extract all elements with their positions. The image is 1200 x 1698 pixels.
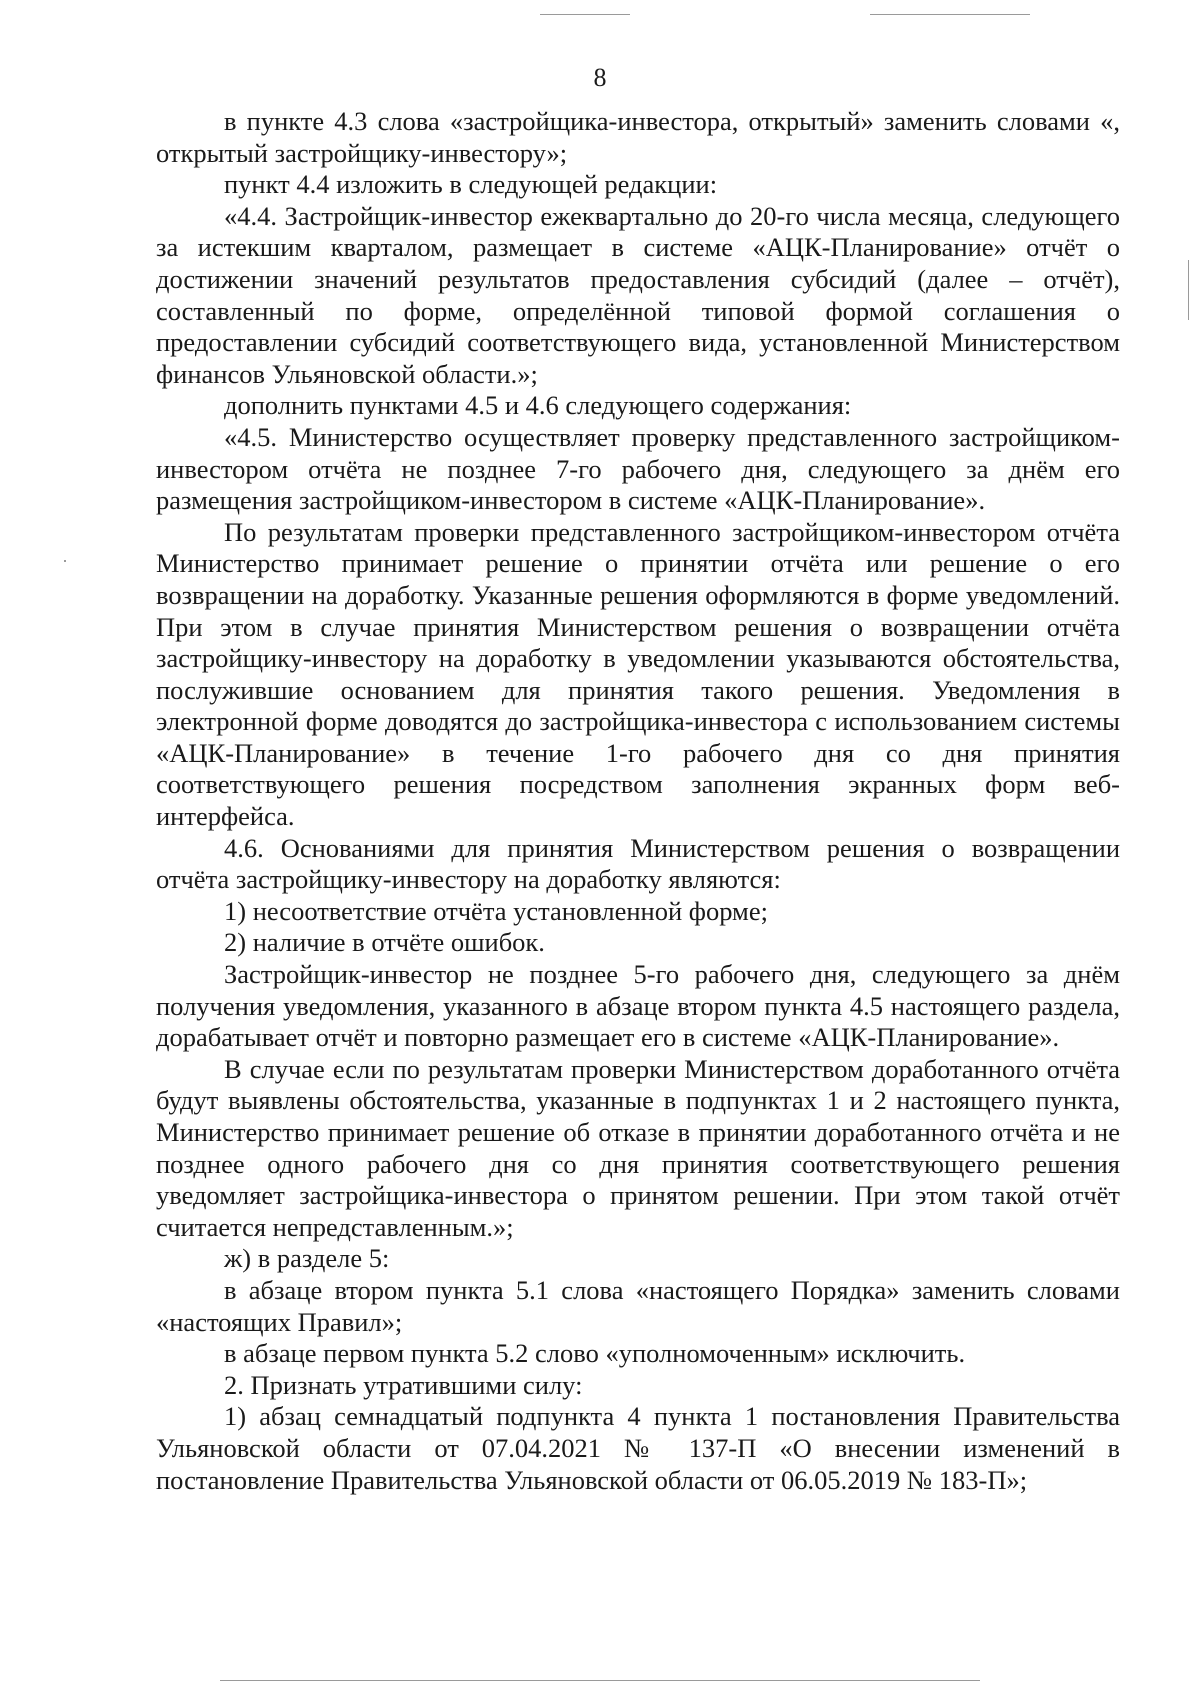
paragraph-repeal-item-1: 1) абзац семнадцатый подпункта 4 пункта 1 постановления Правительства Ульяновской области от 07.04.2021 № 137-П «О внесении изменений в постановление Правительства Ульяновской области от 06.05.2019 № 183-П»; bbox=[156, 1401, 1120, 1495]
scan-artifact-top-right bbox=[870, 14, 1030, 15]
paragraph-repeal-intro: 2. Признать утратившими силу: bbox=[224, 1369, 583, 1400]
paragraph-4-5-text: «4.5. Министерство осуществляет проверку представленного застройщиком-инвестором отчёта не позднее 7-го рабочего дня, следующего за днём его размещения застройщиком-инвестором в системе «АЦК-Планирование». bbox=[156, 421, 1120, 516]
paragraph-4-4-text: «4.4. Застройщик-инвестор ежеквартально до 20-го числа месяца, следующего за истекшим кварталом, размещает в системе «АЦК-Планирование» отчёт о достижении значений результатов предоставления субсидий (далее – отчёт), составленный по форме, определённой типовой формой соглашения о предоставлении субсидий соответствующего вида, установленной Министерством финансов Ульяновской области.»; bbox=[156, 200, 1120, 389]
paragraph-amend-4-3: в пункте 4.3 слова «застройщика-инвестора, открытый» заменить словами «, открытый застройщику-инвестору»; bbox=[156, 106, 1120, 168]
paragraph-amend-5-2: в абзаце первом пункта 5.2 слово «уполномоченным» исключить. bbox=[224, 1338, 966, 1369]
document-body bbox=[156, 106, 1120, 1496]
page-number: 8 bbox=[593, 63, 607, 92]
paragraph-amend-4-4-intro: пункт 4.4 изложить в следующей редакции: bbox=[224, 169, 718, 200]
paragraph-add-4-5-4-6-intro: дополнить пунктами 4.5 и 4.6 следующего содержания: bbox=[224, 390, 852, 421]
paragraph-section-5-intro: ж) в разделе 5: bbox=[224, 1243, 390, 1274]
paragraph-4-5-results: По результатам проверки представленного застройщиком-инвестором отчёта Министерство принимает решение о принятии отчёта или решение о его возвращении на доработку. Указанные решения оформляются в форме уведомлений. При этом в случае принятия Министерством решения о возвращении отчёта застройщику-инвестору на доработку в уведомлении указываются обстоятельства, послужившие основанием для принятия такого решения. Уведомления в электронной форме доводятся до застройщика-инвестора с использованием системы «АЦК-Планирование» в течение 1-го рабочего дня со дня принятия соответствующего решения посредством заполнения экранных форм веб-интерфейса. bbox=[156, 516, 1120, 832]
scan-artifact-top bbox=[540, 14, 630, 15]
list-item-4-6-1: 1) несоответствие отчёта установленной форме; bbox=[224, 895, 768, 926]
list-item-4-6-2: 2) наличие в отчёте ошибок. bbox=[224, 927, 545, 958]
scan-artifact-left-edge bbox=[64, 560, 66, 562]
paragraph-refusal: В случае если по результатам проверки Министерством доработанного отчёта будут выявлены обстоятельства, указанные в подпунктах 1 и 2 настоящего пункта, Министерство принимает решение об отказе в принятии доработанного отчёта и не позднее одного рабочего дня со дня принятия соответствующего решения уведомляет застройщика-инвестора о принятом решении. При этом такой отчёт считается непредставленным.»; bbox=[156, 1053, 1120, 1242]
paragraph-rework-deadline: Застройщик-инвестор не позднее 5-го рабочего дня, следующего за днём получения уведомления, указанного в абзаце втором пункта 4.5 настоящего раздела, дорабатывает отчёт и повторно размещает его в системе «АЦК-Планирование». bbox=[156, 959, 1120, 1053]
paragraph-4-6-text: 4.6. Основаниями для принятия Министерством решения о возвращении отчёта застройщику-инвестору на доработку являются: bbox=[156, 832, 1120, 895]
scan-artifact-bottom bbox=[220, 1680, 980, 1681]
paragraph-amend-5-1: в абзаце втором пункта 5.1 слова «настоящего Порядка» заменить словами «настоящих Правил»; bbox=[156, 1274, 1120, 1337]
scan-artifact-right-edge bbox=[1188, 260, 1189, 320]
